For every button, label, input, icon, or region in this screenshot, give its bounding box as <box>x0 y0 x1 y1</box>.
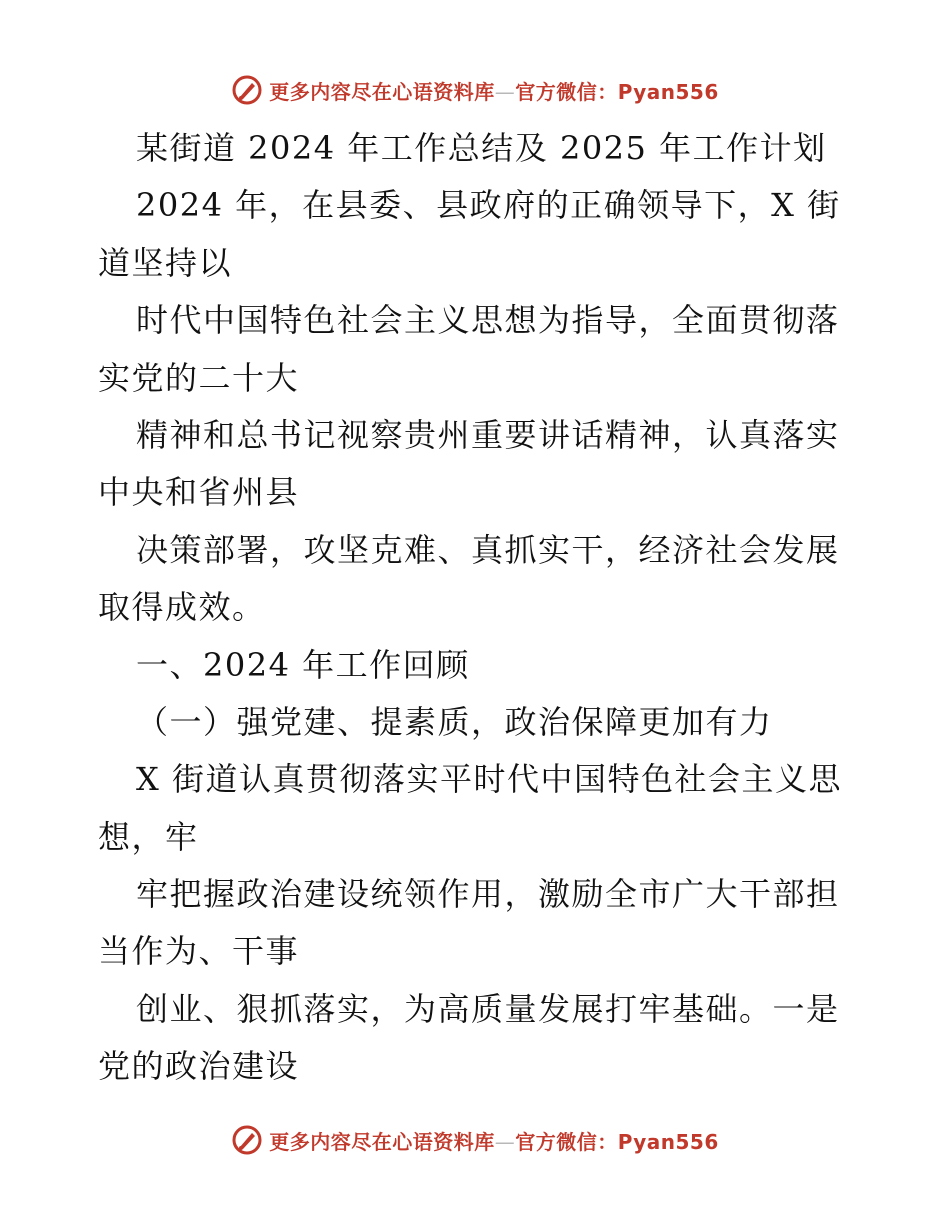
paragraph-line: 时代中国特色社会主义思想为指导，全面贯彻落 <box>136 301 840 340</box>
document-title: 某街道 2024 年工作总结及 2025 年工作计划 <box>136 129 827 167</box>
paragraph-line: X 街道认真贯彻落实平时代中国特色社会主义思 <box>136 760 842 799</box>
paragraph-line: 党的政治建设 <box>98 1047 300 1086</box>
subsection-heading: （一）强党建、提素质，政治保障更加有力 <box>136 702 773 741</box>
banner-text <box>269 76 719 105</box>
ink-pen-logo-icon <box>231 74 263 106</box>
footer-watermark-banner <box>0 1120 950 1160</box>
banner-text <box>269 1126 719 1155</box>
paragraph-line: 当作为、干事 <box>98 932 300 971</box>
banner-wechat-text: 官方微信：Pyan556 <box>515 79 719 104</box>
header-watermark-banner <box>0 70 950 110</box>
banner-dash: — <box>494 1129 516 1154</box>
paragraph-line: 2024 年，在县委、县政府的正确领导下，X 街 <box>136 186 841 225</box>
section-heading: 一、2024 年工作回顾 <box>136 645 470 684</box>
paragraph-line: 中央和省州县 <box>98 473 300 512</box>
paragraph-line: 取得成效。 <box>98 588 266 627</box>
banner-main-text: 更多内容尽在心语资料库 <box>269 79 495 104</box>
paragraph-line: 牢把握政治建设统领作用，激励全市广大干部担 <box>136 875 840 914</box>
paragraph-line: 创业、狠抓落实，为高质量发展打牢基础。一是 <box>136 989 840 1028</box>
banner-main-text: 更多内容尽在心语资料库 <box>269 1129 495 1154</box>
document-body <box>98 120 858 1096</box>
banner-wechat-text: 官方微信：Pyan556 <box>515 1129 719 1154</box>
paragraph-line: 决策部署，攻坚克难、真抓实干，经济社会发展 <box>136 530 840 569</box>
paragraph-line: 精神和总书记视察贵州重要讲话精神，认真落实 <box>136 415 840 454</box>
paragraph-line: 实党的二十大 <box>98 358 300 397</box>
ink-pen-logo-icon <box>231 1124 263 1156</box>
paragraph-line: 想，牢 <box>98 817 199 856</box>
paragraph-line: 道坚持以 <box>98 243 233 282</box>
banner-dash: — <box>494 79 516 104</box>
